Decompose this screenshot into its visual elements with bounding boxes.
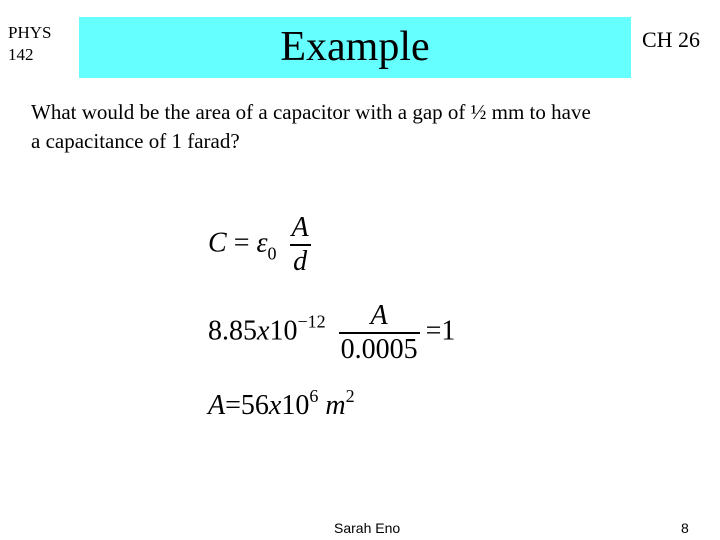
question-line-1: What would be the area of a capacitor with a gap of ½ mm to have [31,100,591,124]
eq3-x: x [268,390,282,421]
course-label [8,22,51,66]
eq1-denominator: d [293,246,308,277]
substitution-equation [208,300,455,366]
eq3-unit: m [325,390,346,421]
eq3-equals: = [225,390,241,421]
eq3-exponent: 6 [309,386,319,406]
page-number: 8 [681,520,689,536]
question-text [31,98,691,156]
slide-title: Example [280,24,430,70]
eq1-numerator: A [291,212,309,243]
eq2-x: x [257,315,270,347]
eq2-denominator: 0.0005 [340,334,418,365]
eq1-epsilon: ε [256,227,268,259]
eq1-equals: = [233,227,250,259]
area-result [208,386,355,422]
footer-author: Sarah Eno [334,520,401,536]
capacitance-formula [208,212,317,278]
chapter-label: CH 26 [642,27,701,52]
eq2-coef: 8.85 [208,315,257,347]
course-number: 142 [8,45,34,64]
question-line-2: a capacitance of 1 farad? [31,129,240,153]
eq2-exponent: −12 [297,311,326,332]
eq2-base: 10 [269,315,298,347]
eq2-fraction [339,300,420,366]
eq3-coef: 56 [240,390,269,421]
eq2-numerator: A [370,300,388,331]
eq2-rhs: 1 [441,315,456,347]
title-banner [79,17,631,78]
eq1-fraction [290,212,311,278]
eq3-lhs: A [208,390,226,421]
eq1-epsilon-sub: 0 [267,243,277,264]
eq3-base: 10 [281,390,310,421]
eq1-lhs: C [208,227,227,259]
course-name: PHYS [8,23,52,42]
eq2-equals: = [425,315,442,347]
eq3-unit-exponent: 2 [345,386,355,406]
